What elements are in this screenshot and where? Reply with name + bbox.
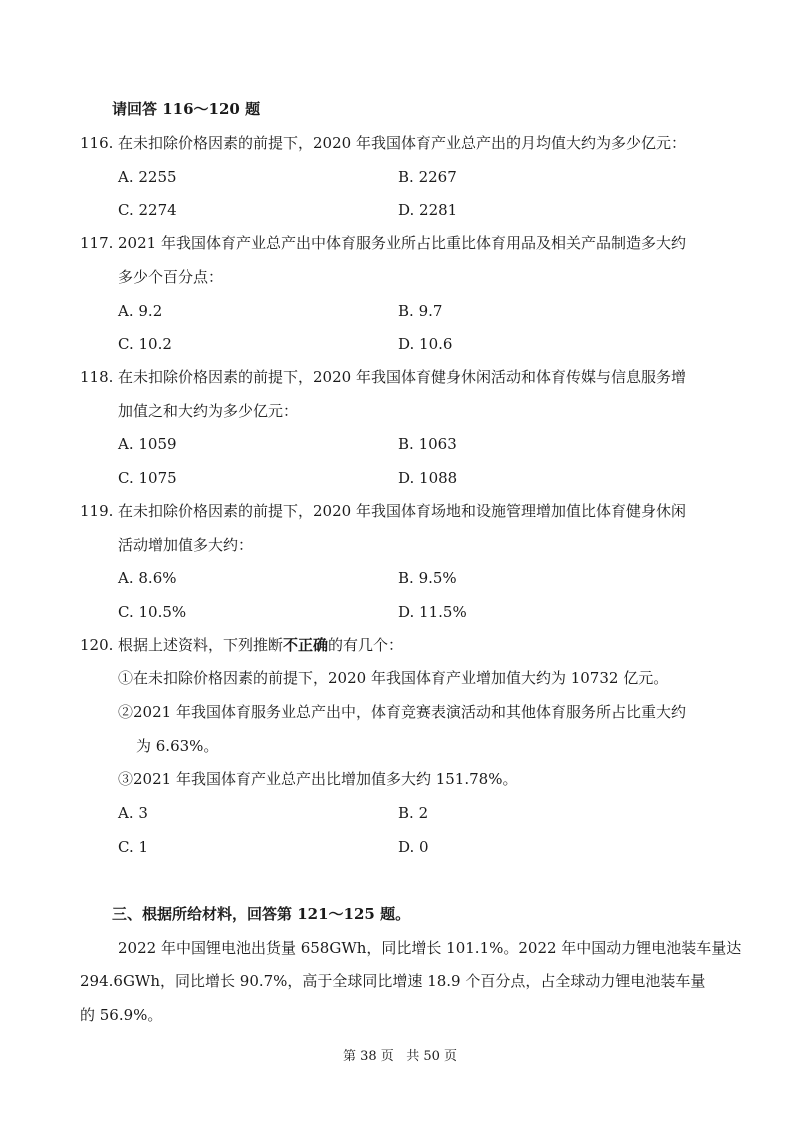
question-number: 118. [80, 368, 114, 386]
option-text: 3 [138, 804, 148, 822]
option-b [398, 433, 457, 455]
question-stem [118, 634, 403, 656]
question-stem: 在未扣除价格因素的前提下，2020 年我国体育场地和设施管理增加值比体育健身休闲 [118, 502, 686, 520]
statement-1: ①在未扣除价格因素的前提下，2020 年我国体育产业增加值大约为 10732 亿元。 [118, 669, 669, 687]
option-c [118, 836, 148, 858]
option-text: 1075 [138, 469, 177, 487]
option-d [398, 467, 457, 489]
option-a [118, 166, 177, 188]
option-letter: B. [398, 569, 414, 587]
option-letter: D. [398, 838, 415, 856]
option-text: 0 [419, 838, 429, 856]
option-a [118, 433, 177, 455]
option-c [118, 199, 177, 221]
option-letter: A. [118, 569, 134, 587]
material-paragraph-line: 的 56.9%。 [80, 1006, 163, 1024]
question-stem: 2021 年我国体育产业总产出中体育服务业所占比重比体育用品及相关产品制造多大约 [118, 234, 686, 252]
stem-emphasis: 不正确 [283, 636, 329, 654]
question-stem: 在未扣除价格因素的前提下，2020 年我国体育健身休闲活动和体育传媒与信息服务增 [118, 368, 686, 386]
option-text: 2255 [138, 168, 177, 186]
section-three-heading: 三、根据所给材料，回答第 121～125 题。 [112, 905, 411, 923]
option-b [398, 802, 428, 824]
question-stem-continued: 加值之和大约为多少亿元： [118, 402, 299, 420]
option-letter: C. [118, 201, 134, 219]
option-text: 1063 [418, 435, 457, 453]
option-b [398, 300, 442, 322]
option-letter: C. [118, 469, 134, 487]
page-footer: 第 38 页 共 50 页 [342, 1049, 457, 1064]
statement-2: ②2021 年我国体育服务业总产出中，体育竞赛表演活动和其他体育服务所占比重大约 [118, 703, 686, 721]
section-heading: 请回答 116～120 题 [112, 100, 261, 118]
option-letter: B. [398, 804, 414, 822]
option-text: 10.5% [138, 603, 187, 621]
option-letter: C. [118, 335, 134, 353]
question-stem-continued: 活动增加值多大约： [118, 536, 254, 554]
option-letter: B. [398, 435, 414, 453]
option-letter: C. [118, 838, 134, 856]
option-letter: C. [118, 603, 134, 621]
option-letter: D. [398, 469, 415, 487]
option-b [398, 166, 457, 188]
option-d [398, 601, 467, 623]
option-text: 2 [418, 804, 429, 822]
stem-text: 的有几个： [328, 636, 404, 654]
option-c [118, 467, 177, 489]
statement-2-continued: 为 6.63%。 [136, 737, 219, 755]
option-text: 10.6 [419, 335, 453, 353]
option-text: 2274 [138, 201, 177, 219]
option-b [398, 567, 457, 589]
option-text: 1059 [138, 435, 177, 453]
option-c [118, 601, 186, 623]
option-text: 11.5% [419, 603, 467, 621]
option-text: 10.2 [138, 335, 172, 353]
option-d [398, 199, 457, 221]
question-number: 117. [80, 234, 114, 252]
option-c [118, 333, 172, 355]
option-a [118, 567, 177, 589]
question-number: 116. [80, 134, 114, 152]
option-a [118, 802, 148, 824]
question-stem: 在未扣除价格因素的前提下，2020 年我国体育产业总产出的月均值大约为多少亿元： [118, 134, 686, 152]
option-letter: D. [398, 201, 415, 219]
option-letter: A. [118, 302, 134, 320]
option-text: 2281 [419, 201, 458, 219]
option-letter: D. [398, 335, 415, 353]
option-letter: B. [398, 302, 414, 320]
option-text: 9.5% [418, 569, 457, 587]
option-text: 1088 [419, 469, 458, 487]
stem-text: 根据上述资料，下列推断 [118, 636, 284, 654]
question-number: 119. [80, 502, 114, 520]
option-text: 1 [138, 838, 149, 856]
material-paragraph-line: 294.6GWh，同比增长 90.7%，高于全球同比增速 18.9 个百分点，占全球动力锂电池装车量 [80, 972, 706, 990]
option-d [398, 836, 429, 858]
option-letter: A. [118, 435, 134, 453]
question-stem-continued: 多少个百分点： [118, 268, 224, 286]
option-a [118, 300, 162, 322]
option-letter: D. [398, 603, 415, 621]
option-letter: B. [398, 168, 414, 186]
question-number: 120. [80, 636, 114, 654]
option-text: 9.7 [418, 302, 443, 320]
statement-3: ③2021 年我国体育产业总产出比增加值多大约 151.78%。 [118, 770, 518, 788]
option-text: 9.2 [138, 302, 163, 320]
option-text: 8.6% [138, 569, 177, 587]
option-letter: A. [118, 804, 134, 822]
option-text: 2267 [418, 168, 457, 186]
option-d [398, 333, 452, 355]
option-letter: A. [118, 168, 134, 186]
material-paragraph-line: 2022 年中国锂电池出货量 658GWh，同比增长 101.1%。2022 年中国动力锂电池装车量达 [118, 939, 742, 957]
